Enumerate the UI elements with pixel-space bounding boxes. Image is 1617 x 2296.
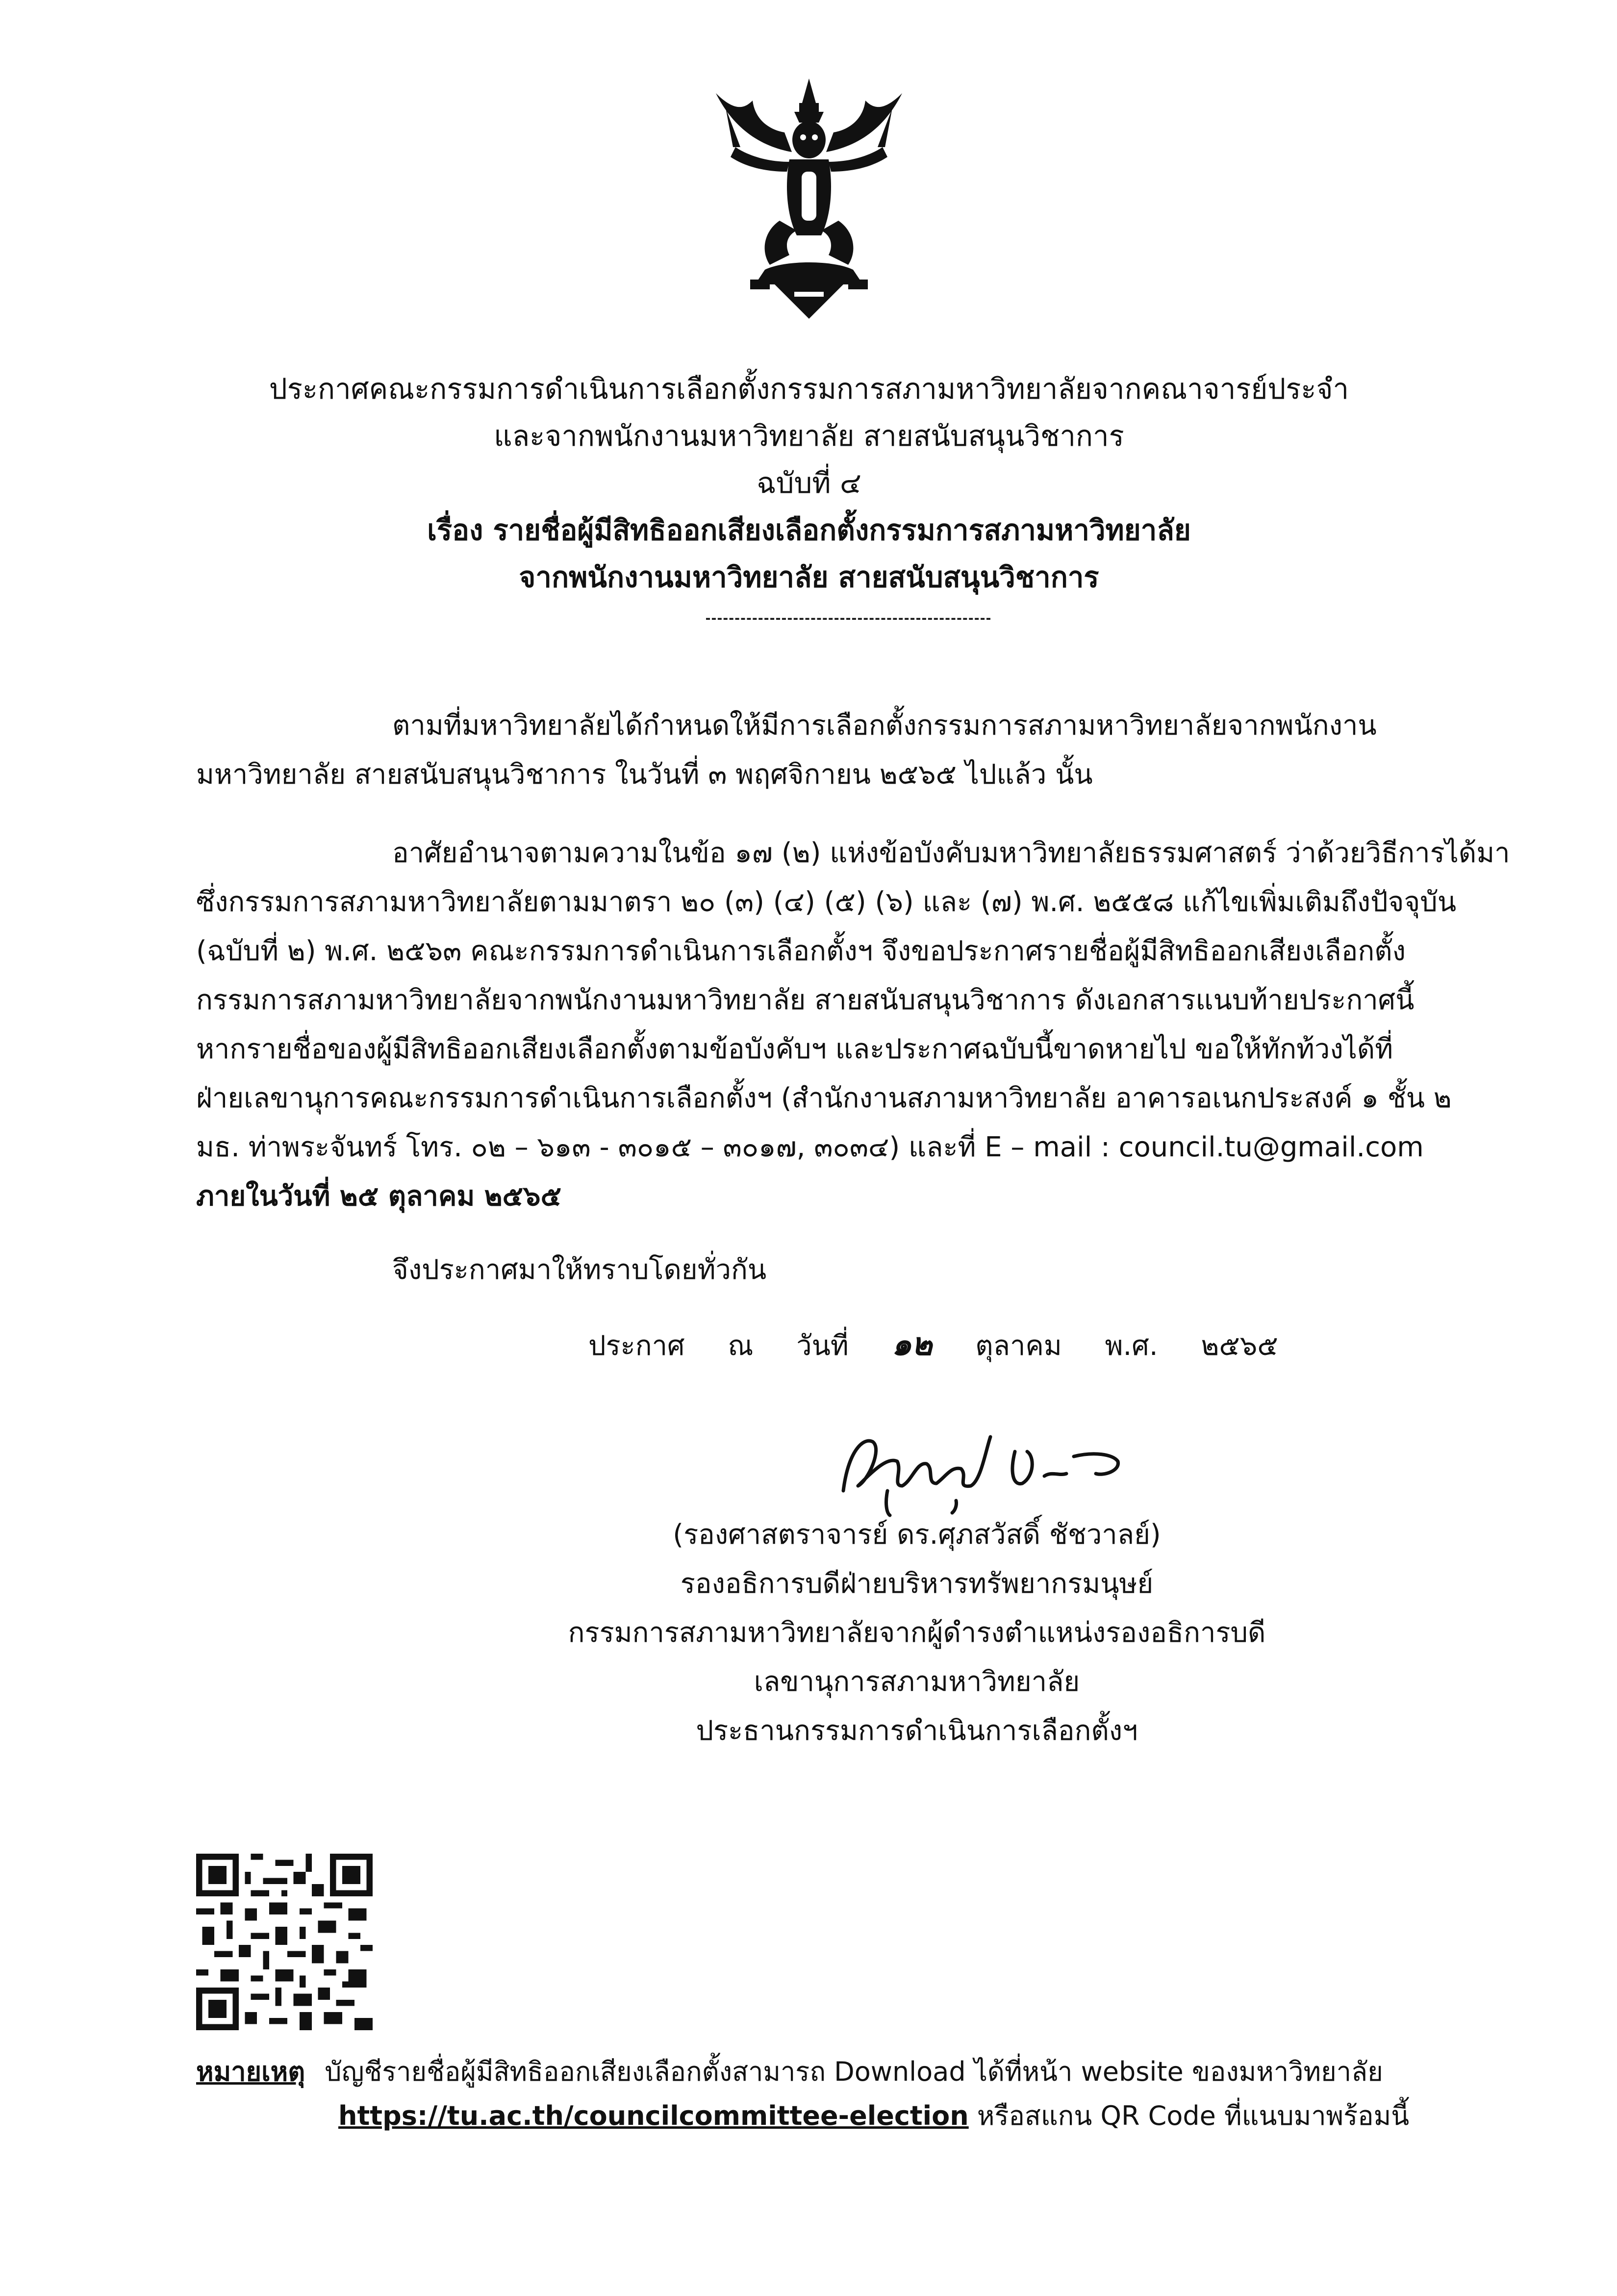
signer-title: ประธานกรรมการดำเนินการเลือกตั้งฯ [696,1715,1138,1747]
paragraph-line: มหาวิทยาลัย สายสนับสนุนวิชาการ ในวันที่ ๓ พฤศจิกายน ๒๕๖๕ ไปแล้ว นั้น [196,759,1093,791]
announcement-header [147,365,1471,601]
paragraph-line: (ฉบับที่ ๒) พ.ศ. ๒๕๖๓ คณะกรรมการดำเนินการเลือกตั้งฯ จึงขอประกาศรายชื่อผู้มีสิทธิออกเสียงเลือกตั้ง [196,935,1406,967]
date-at: ณ [728,1330,754,1362]
date-day-label: วันที่ [796,1330,849,1362]
date-day: ๑๒ [891,1326,933,1363]
garuda-emblem-icon [706,74,912,324]
closing-line: จึงประกาศมาให้ทราบโดยทั่วกัน [392,1254,767,1286]
signer-name: (รองศาสตราจารย์ ดร.ศุภสวัสดิ์ ชัชวาลย์) [673,1519,1161,1551]
remark-text-suffix: หรือสแกน QR Code ที่แนบมาพร้อมนี้ [968,2100,1410,2131]
subject-line2: จากพนักงานมหาวิทยาลัย สายสนับสนุนวิชาการ [519,561,1099,594]
header-title-line1: ประกาศคณะกรรมการดำเนินการเลือกตั้งกรรมการสภามหาวิทยาลัยจากคณาจารย์ประจำ [269,372,1349,406]
date-prefix: ประกาศ [588,1330,685,1362]
paragraph-1 [196,701,1495,799]
qr-code-icon[interactable] [196,1854,373,2030]
remark-label: หมายเหตุ [196,2056,305,2087]
signer-title: กรรมการสภามหาวิทยาลัยจากผู้ดำรงตำแหน่งรองอธิการบดี [568,1617,1266,1649]
paragraph-3 [196,1246,1495,1295]
paragraph-line: หากรายชื่อของผู้มีสิทธิออกเสียงเลือกตั้งตามข้อบังคับฯ และประกาศฉบับนี้ขาดหายไป ขอให้ทักท้วงได้ที่ [196,1033,1393,1065]
subject-line1: เรื่อง รายชื่อผู้มีสิทธิออกเสียงเลือกตั้งกรรมการสภามหาวิทยาลัย [427,513,1191,547]
signer-block [539,1510,1294,1756]
header-title-line2: และจากพนักงานมหาวิทยาลัย สายสนับสนุนวิชาการ [494,419,1124,453]
handwritten-signature [829,1422,1172,1520]
remark-block [196,2050,1409,2138]
issue-number: ฉบับที่ ๔ [757,466,861,500]
date-era: พ.ศ. [1105,1330,1158,1362]
paragraph-line: ตามที่มหาวิทยาลัยได้กำหนดให้มีการเลือกตั้งกรรมการสภามหาวิทยาลัยจากพนักงาน [392,710,1377,741]
signer-title: เลขานุการสภามหาวิทยาลัย [754,1666,1080,1698]
paragraph-2 [196,829,1510,1221]
date-month: ตุลาคม [975,1330,1062,1362]
announcement-date [588,1319,1313,1369]
paragraph-line: กรรมการสภามหาวิทยาลัยจากพนักงานมหาวิทยาลัย สายสนับสนุนวิชาการ ดังเอกสารแนบท้ายประกาศนี้ [196,984,1415,1016]
remark-text: บัญชีรายชื่อผู้มีสิทธิออกเสียงเลือกตั้งสามารถ Download ได้ที่หน้า website ของมหาวิทยาลัย [325,2056,1383,2087]
header-divider [706,618,990,620]
paragraph-line: อาศัยอำนาจตามความในข้อ ๑๗ (๒) แห่งข้อบังคับมหาวิทยาลัยธรรมศาสตร์ ว่าด้วยวิธีการได้มา [392,837,1510,869]
deadline-line: ภายในวันที่ ๒๕ ตุลาคม ๒๕๖๕ [196,1180,561,1212]
signer-title: รองอธิการบดีฝ่ายบริหารทรัพยากรมนุษย์ [680,1568,1154,1600]
paragraph-line: ซึ่งกรรมการสภามหาวิทยาลัยตามมาตรา ๒๐ (๓) (๔) (๕) (๖) และ (๗) พ.ศ. ๒๕๕๘ แก้ไขเพิ่มเติมถึงปัจจุบัน [196,886,1457,918]
paragraph-line: มธ. ท่าพระจันทร์ โทร. ๐๒ – ๖๑๓ - ๓๐๑๕ – ๓๐๑๗, ๓๐๓๔) และที่ E – mail : council.tu@gmail.com [196,1131,1424,1163]
date-year: ๒๕๖๕ [1201,1330,1278,1362]
paragraph-line: ฝ่ายเลขานุการคณะกรรมการดำเนินการเลือกตั้งฯ (สำนักงานสภามหาวิทยาลัย อาคารอเนกประสงค์ ๑ ชั้น ๒ [196,1082,1452,1114]
election-link[interactable]: https://tu.ac.th/councilcommittee-election [338,2100,969,2131]
